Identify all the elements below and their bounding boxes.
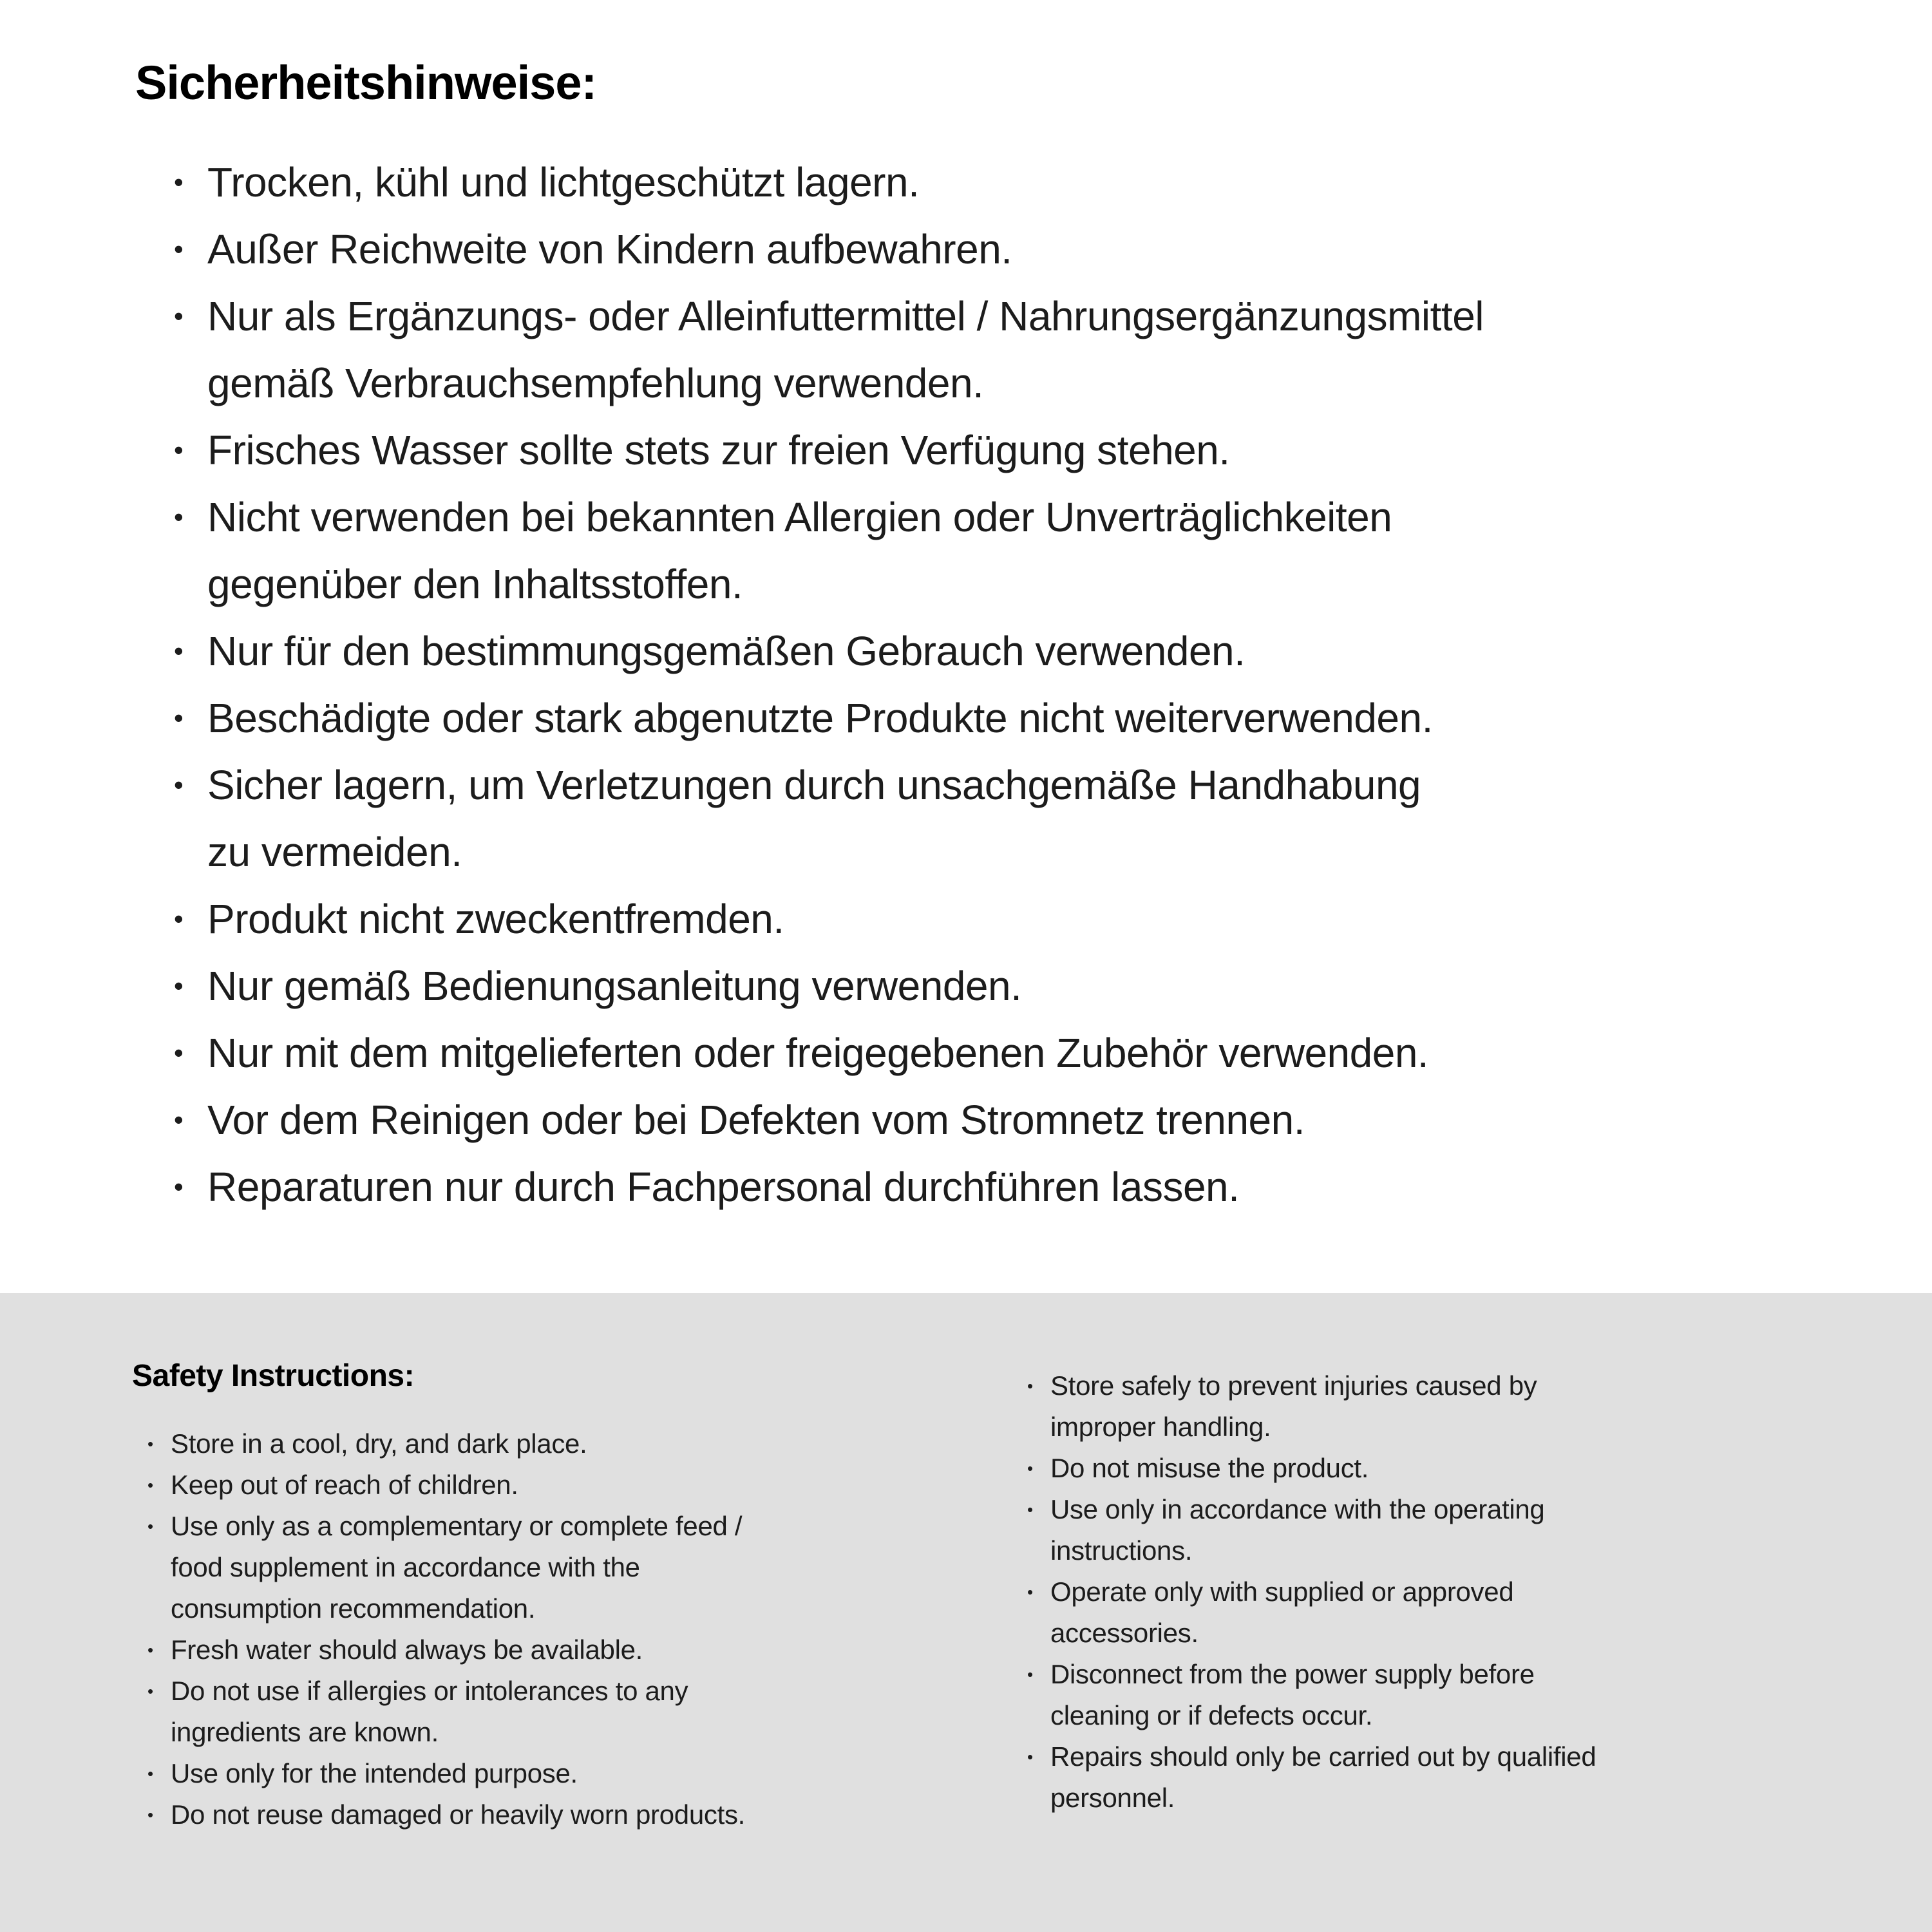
german-bullet-item: • Nur gemäß Bedienungsanleitung verwenden.: [173, 952, 1868, 1019]
german-bullet-item: • Außer Reichweite von Kindern aufbewahren.: [173, 216, 1868, 283]
english-left-column: [132, 1293, 989, 1932]
english-bullet-item: • Fresh water should always be available.: [147, 1629, 989, 1671]
english-bullet-item: • Store safely to prevent injuries caused by improper handling.: [1027, 1365, 1893, 1448]
english-bullet-item: • Operate only with supplied or approved accessories.: [1027, 1571, 1893, 1654]
english-section: [0, 1293, 1932, 1932]
english-bullet-item: • Do not use if allergies or intolerances to any ingredients are known.: [147, 1671, 989, 1753]
german-bullet-item: • Nur als Ergänzungs- oder Alleinfuttermittel / Nahrungsergänzungsmittel gemäß Verbrauchsempfehlung verwenden.: [173, 283, 1868, 417]
german-bullet-item: • Trocken, kühl und lichtgeschützt lagern.: [173, 149, 1868, 216]
english-bullet-item: • Do not misuse the product.: [1027, 1448, 1893, 1489]
german-bullet-item: • Nicht verwenden bei bekannten Allergien oder Unverträglichkeiten gegenüber den Inhaltsstoffen.: [173, 484, 1868, 618]
german-heading: Sicherheitshinweise:: [135, 56, 597, 109]
german-bullet-item: • Sicher lagern, um Verletzungen durch unsachgemäße Handhabung zu vermeiden.: [173, 752, 1868, 886]
german-bullet-item: • Frisches Wasser sollte stets zur freien Verfügung stehen.: [173, 417, 1868, 484]
english-heading: Safety Instructions:: [132, 1359, 415, 1393]
german-bullet-item: • Reparaturen nur durch Fachpersonal durchführen lassen.: [173, 1153, 1868, 1220]
english-right-bullet-list: [1027, 1365, 1893, 1819]
german-bullet-item: • Beschädigte oder stark abgenutzte Produkte nicht weiterverwenden.: [173, 685, 1868, 752]
english-bullet-item: • Keep out of reach of children.: [147, 1464, 989, 1506]
english-right-column: [1027, 1293, 1893, 1932]
english-bullet-item: • Use only in accordance with the operating instructions.: [1027, 1489, 1893, 1571]
english-bullet-item: • Disconnect from the power supply before cleaning or if defects occur.: [1027, 1654, 1893, 1736]
english-bullet-item: • Do not reuse damaged or heavily worn products.: [147, 1794, 989, 1835]
german-bullet-item: • Nur mit dem mitgelieferten oder freigegebenen Zubehör verwenden.: [173, 1019, 1868, 1086]
german-bullet-item: • Produkt nicht zweckentfremden.: [173, 886, 1868, 952]
german-bullet-item: • Vor dem Reinigen oder bei Defekten vom Stromnetz trennen.: [173, 1086, 1868, 1153]
german-bullet-item: • Nur für den bestimmungsgemäßen Gebrauch verwenden.: [173, 618, 1868, 685]
german-bullet-list: [173, 149, 1868, 1220]
english-bullet-item: • Use only for the intended purpose.: [147, 1753, 989, 1794]
english-bullet-item: • Store in a cool, dry, and dark place.: [147, 1423, 989, 1464]
english-bullet-item: • Use only as a complementary or complete feed / food supplement in accordance with the consumption recommendation.: [147, 1506, 989, 1629]
english-left-bullet-list: [147, 1423, 989, 1835]
english-bullet-item: • Repairs should only be carried out by qualified personnel.: [1027, 1736, 1893, 1819]
